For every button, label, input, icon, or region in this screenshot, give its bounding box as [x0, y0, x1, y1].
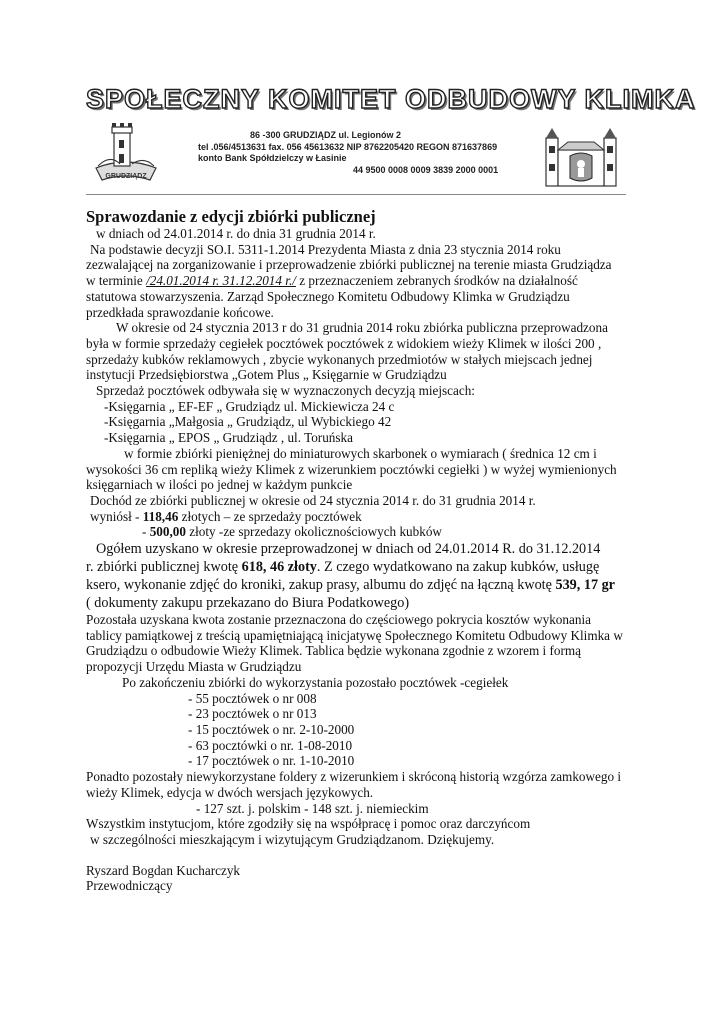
letterhead-divider [86, 194, 626, 195]
income-postcards [86, 509, 646, 525]
folder-counts: - 127 szt. j. polskim - 148 szt. j. niemieckim [196, 800, 429, 816]
decision-line-3 [86, 273, 646, 289]
total-line-3-start: ksero, wykonanie zdjęć do kroniki, zakup prasy, albumu do zdjęć na łączną kwotę [86, 577, 556, 594]
decision-line-2: zezwalającej na zorganizowanie i przeprowadzenie zbiórki publicznej na terenie miasta Grudziądza [86, 257, 612, 273]
remaining-item: - 15 pocztówek o nr. 2-10-2000 [188, 721, 355, 737]
box-line-2: wysokości 36 cm repliką wieży Klimek z wizerunkiem pocztówki cegiełki ) w wyżej wymienionych [86, 461, 617, 477]
income-mugs-prefix: - [142, 524, 150, 540]
thanks-line-1: Wszystkim instytucjom, które zgodziły się na współpracę i pomoc oraz darczyńcom [86, 816, 531, 832]
income-postcards-text: złotych – ze sprzedaży pocztówek [178, 508, 362, 524]
report-body [86, 207, 646, 894]
plaque-line-2: tablicy pamiątkowej z treścią upamiętniającą inicjatywę Społecznego Komitetu Odbudowy Klimka w [86, 627, 623, 643]
decision-line-5: przedkłada sprawozdanie końcowe. [86, 304, 274, 320]
signature-name: Ryszard Bogdan Kucharczyk [86, 862, 241, 878]
remaining-intro: Po zakończeniu zbiórki do wykorzystania pozostało pocztówek -cegiełek [122, 674, 509, 690]
collection-line-2: była w formie sprzedaży cegiełek pocztówek pocztówek z widokiem wieży Klimek w ilości 200 , [86, 335, 602, 351]
total-amount: 618, 46 złoty [241, 559, 317, 576]
total-line-1: Ogółem uzyskano w okresie przeprowadzonej w dniach od 24.01.2014 R. do 31.12.2014 [96, 541, 601, 558]
letterhead-contact: tel .056/4513631 fax. 056 45613632 NIP 8762205420 REGON 871637869 [198, 141, 498, 152]
plaque-line-3: Grudziądzu o odbudowie Wieży Klimek. Tablica będzie wykonana zgodnie z wzorem i formą [86, 643, 581, 659]
total-line-2-end: . Z czego wydatkowano na zakup kubków, usługę [316, 559, 600, 576]
remaining-item: - 23 pocztówek o nr 013 [188, 706, 317, 722]
plaque-line-1: Pozostała uzyskana kwota zostanie przeznaczona do częściowego pokrycia kosztów wykonania [86, 612, 591, 628]
income-mugs-text: złoty -ze sprzedazy okolicznościowych kubków [185, 524, 442, 540]
report-title: Sprawozdanie z edycji zbiórki publicznej [86, 207, 376, 226]
thanks-line-2: w szczególności mieszkającym i wizytującym Grudziądzanom. Dziękujemy. [90, 831, 495, 847]
collection-line-3: sprzedaży kubków reklamowych , zbycie wykonanych przedmiotów w stałych miejscach jednej [86, 351, 593, 367]
signature-role: Przewodniczący [86, 878, 173, 894]
remaining-item: - 55 pocztówek o nr 008 [188, 690, 317, 706]
total-line-3 [86, 576, 646, 594]
crest-label: GRUDZIĄDZ [105, 173, 147, 180]
income-postcards-amount: 118,46 [142, 508, 179, 524]
castle-tower-icon [90, 118, 162, 188]
letterhead [86, 82, 696, 194]
decision-dates: /24.01.2014 r. 31.12.2014 r./ [146, 273, 296, 289]
income-postcards-prefix: wyniósł - [90, 508, 143, 524]
total-line-4: ( dokumenty zakupu przekazano do Biura Podatkowego) [86, 595, 410, 612]
income-mugs [86, 524, 646, 540]
sales-intro: Sprzedaż pocztówek odbywała się w wyznaczonych decyzją miejscach: [96, 383, 475, 399]
total-line-2 [86, 558, 646, 576]
decision-line-4: statutowa stowarzyszenia. Zarząd Społecznego Komitetu Odbudowy Klimka w Grudziądzu [86, 288, 570, 304]
income-intro: Dochód ze zbiórki publicznej w okresie od 24 stycznia 2014 r. do 31 grudnia 2014 r. [90, 492, 536, 508]
decision-term-label: w terminie [86, 273, 147, 289]
collection-line-4: instytucji Przedsiębiorstwa „Gotem Plus „ Księgarnie w Grudziądzu [86, 367, 447, 383]
income-mugs-amount: 500,00 [149, 524, 186, 540]
total-line-2-start: r. zbiórki publicznej kwotę [86, 559, 242, 576]
letterhead-contact-block [198, 130, 528, 176]
letterhead-title: SPOŁECZNY KOMITET ODBUDOWY KLIMKA [86, 84, 696, 114]
expense-amount: 539, 17 gr [555, 577, 615, 594]
report-subtitle: w dniach od 24.01.2014 r. do dnia 31 grudnia 2014 r. [96, 226, 376, 241]
shop-item: -Księgarnia „ EPOS „ Grudziądz , ul. Toruńska [104, 430, 353, 446]
letterhead-address: 86 -300 GRUDZIĄDZ ul. Legionów 2 [250, 130, 402, 140]
coat-of-arms-icon [540, 120, 622, 190]
letterhead-account: 44 9500 0008 0009 3839 2000 0001 [353, 164, 499, 175]
plaque-line-4: propozycji Urzędu Miasta w Grudziądzu [86, 659, 302, 675]
folders-line-2: wieży Klimek, edycja w dwóch wersjach językowych. [86, 784, 374, 800]
folders-line-1: Ponadto pozostały niewykorzystane foldery z wizerunkiem i skróconą historią wzgórza zamkowego i [86, 769, 622, 785]
remaining-item: - 17 pocztówek o nr. 1-10-2010 [188, 753, 355, 769]
box-line-3: księgarniach w ilości po jednej w każdym punkcie [86, 477, 353, 493]
collection-line-1: W okresie od 24 stycznia 2013 r do 31 grudnia 2014 roku zbiórka publiczna przeprowadzona [116, 320, 608, 336]
shop-item: -Księgarnia „Małgosia „ Grudziądz, ul Wybickiego 42 [104, 414, 392, 430]
box-line-1: w formie zbiórki pieniężnej do miniaturowych skarbonek o wymiarach ( średnica 12 cm i [124, 445, 597, 461]
shop-item: -Księgarnia „ EF-EF „ Grudziądz ul. Mickiewicza 24 c [104, 398, 395, 414]
decision-purpose: z przeznaczeniem zebranych środków na działalność [295, 273, 578, 289]
decision-line-1: Na podstawie decyzji SO.I. 5311-1.2014 Prezydenta Miasta z dnia 23 stycznia 2014 roku [90, 241, 561, 257]
letterhead-bank: konto Bank Spółdzielczy w Łasinie [198, 153, 347, 163]
remaining-item: - 63 pocztówki o nr. 1-08-2010 [188, 737, 353, 753]
